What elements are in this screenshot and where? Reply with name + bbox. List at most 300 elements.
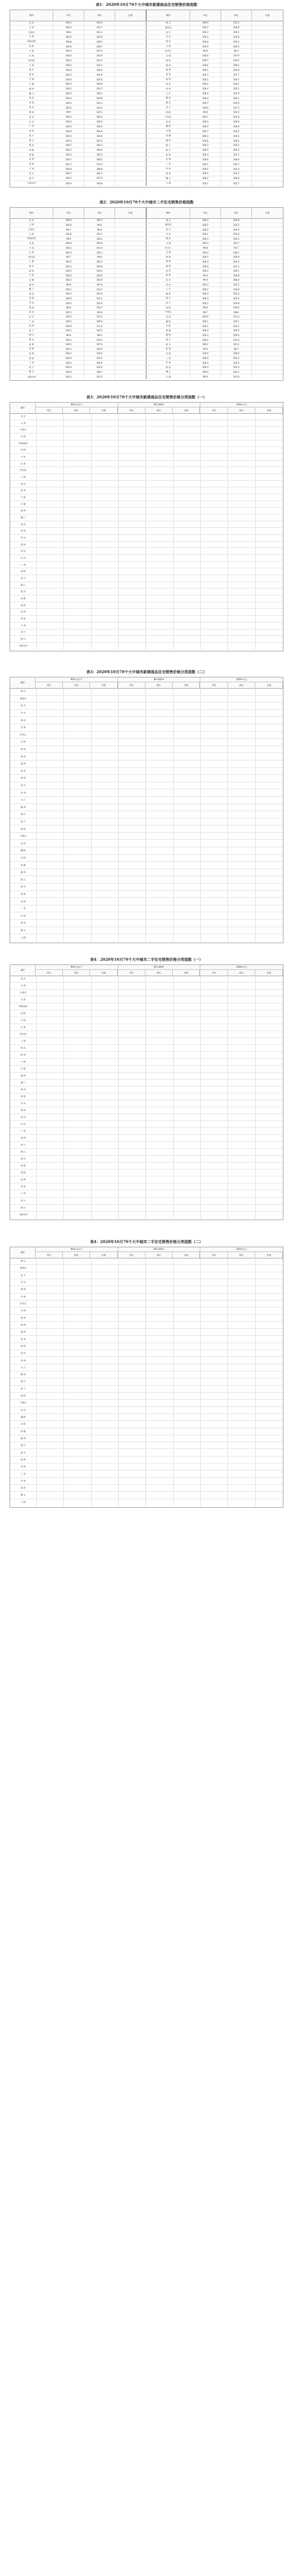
city-cell: 韶 关 — [147, 342, 190, 347]
value-cell — [146, 1364, 173, 1371]
value-cell — [146, 717, 173, 724]
value-cell — [64, 996, 91, 1003]
value-cell — [119, 1142, 146, 1148]
value-cell — [228, 582, 255, 588]
value-cell — [256, 1212, 283, 1219]
value-cell — [146, 905, 173, 912]
table-row — [10, 1343, 283, 1350]
city-cell: 大 连 — [10, 1017, 37, 1024]
value-cell — [174, 487, 201, 494]
value-cell — [119, 989, 146, 996]
value-cell — [201, 1400, 228, 1406]
table-row — [10, 1414, 283, 1421]
column-header: 环比 — [118, 682, 145, 688]
value-cell — [174, 494, 201, 501]
value-cell — [37, 912, 64, 919]
value-cell: 104.6 — [84, 129, 115, 133]
value-cell: 100.6 — [53, 54, 84, 58]
value-cell — [64, 1499, 91, 1506]
value-cell — [201, 833, 228, 840]
city-cell: 南 充 — [10, 920, 37, 927]
value-cell: 100.5 — [53, 148, 84, 152]
value-cell: 101.7 — [84, 26, 115, 30]
column-header: 同比 — [145, 682, 173, 688]
value-cell — [115, 110, 146, 115]
table-row — [10, 775, 283, 782]
value-cell — [256, 434, 283, 440]
value-cell — [37, 1485, 64, 1491]
value-cell — [201, 1272, 228, 1279]
value-cell — [119, 1435, 146, 1442]
value-cell — [201, 1442, 228, 1449]
value-cell — [37, 616, 64, 622]
value-cell — [37, 643, 64, 650]
value-cell — [119, 521, 146, 528]
value-cell — [174, 1386, 201, 1392]
value-cell — [201, 501, 228, 508]
value-cell — [119, 494, 146, 501]
table-row — [10, 1205, 283, 1212]
value-cell — [64, 753, 91, 760]
city-cell: 岳 阳 — [10, 855, 37, 862]
table-6 — [10, 1247, 283, 1508]
table-row — [10, 568, 283, 575]
value-cell: 101.2 — [84, 297, 115, 301]
value-cell — [119, 789, 146, 796]
value-cell — [256, 746, 283, 753]
value-cell — [119, 616, 146, 622]
value-cell: 104.2 — [84, 92, 115, 96]
value-cell — [256, 1258, 283, 1264]
value-cell — [201, 427, 228, 433]
value-cell — [115, 324, 146, 328]
column-header: 城市 — [10, 208, 53, 218]
table-row — [10, 927, 283, 935]
value-cell — [146, 702, 173, 709]
value-cell — [64, 454, 91, 460]
table-row — [10, 44, 283, 49]
value-cell — [64, 1142, 91, 1148]
value-cell — [92, 1003, 119, 1010]
table-row — [10, 819, 283, 826]
value-cell — [64, 1258, 91, 1264]
city-cell: 三 亚 — [10, 905, 37, 912]
column-header: 同比 — [145, 1252, 173, 1258]
value-cell — [92, 1149, 119, 1155]
value-cell — [37, 555, 64, 561]
value-cell: 100.2 — [53, 138, 84, 143]
value-cell — [92, 840, 119, 847]
value-cell — [201, 1156, 228, 1162]
value-cell: 103.8 — [221, 301, 252, 305]
city-cell: 重 庆 — [10, 338, 53, 342]
value-cell — [201, 1183, 228, 1190]
table-row — [10, 983, 283, 989]
column-group — [36, 965, 118, 976]
column-header: 城市 — [10, 10, 53, 21]
value-cell: 103.7 — [221, 241, 252, 246]
value-cell — [146, 1499, 173, 1506]
value-cell — [228, 1307, 255, 1314]
value-cell — [92, 1478, 119, 1484]
value-cell — [201, 912, 228, 919]
value-cell — [201, 1121, 228, 1127]
value-cell — [92, 1371, 119, 1378]
column-header: 定基 — [265, 14, 270, 17]
value-cell: 100.7 — [84, 306, 115, 310]
value-cell — [37, 1315, 64, 1321]
value-cell: 100.3 — [190, 134, 221, 138]
value-cell — [228, 732, 255, 739]
value-cell: 100.7 — [53, 157, 84, 161]
value-cell — [64, 528, 91, 534]
value-cell — [64, 1329, 91, 1335]
value-cell — [115, 82, 146, 86]
value-cell: 99.8 — [53, 283, 84, 287]
city-cell: 银 川 — [10, 1205, 37, 1211]
value-cell — [228, 1364, 255, 1371]
value-cell — [92, 717, 119, 724]
value-cell — [174, 1286, 201, 1293]
value-cell — [115, 129, 146, 133]
value-cell — [119, 840, 146, 847]
value-cell — [228, 602, 255, 609]
table-row — [10, 1286, 283, 1293]
value-cell — [201, 575, 228, 582]
value-cell — [115, 143, 146, 148]
value-cell: 100.0 — [190, 351, 221, 356]
value-cell — [228, 927, 255, 934]
value-cell — [92, 1463, 119, 1470]
value-cell — [252, 21, 283, 25]
value-cell — [146, 1449, 173, 1455]
city-cell: 温 州 — [147, 264, 190, 268]
value-cell — [174, 1073, 201, 1079]
city-cell: 海 口 — [10, 333, 53, 338]
value-cell — [174, 1485, 201, 1491]
table-row — [10, 1198, 283, 1205]
value-cell: 104.1 — [84, 250, 115, 255]
value-cell — [228, 1428, 255, 1435]
value-cell — [228, 643, 255, 650]
value-cell — [119, 869, 146, 876]
value-cell — [115, 96, 146, 101]
value-cell — [37, 461, 64, 467]
value-cell — [201, 1371, 228, 1378]
city-cell: 乌鲁木齐 — [10, 181, 53, 186]
city-cell: 上 海 — [10, 260, 53, 264]
value-cell — [92, 555, 119, 561]
city-cell: 大 连 — [10, 246, 53, 250]
value-cell — [146, 1038, 173, 1044]
value-cell — [115, 148, 146, 152]
value-cell — [256, 768, 283, 775]
value-cell — [201, 1357, 228, 1363]
value-cell — [201, 1457, 228, 1463]
value-cell — [92, 1156, 119, 1162]
table-row — [10, 292, 283, 297]
value-cell — [92, 1343, 119, 1350]
value-cell — [37, 1142, 64, 1148]
value-cell — [146, 562, 173, 568]
city-cell: 贵 阳 — [10, 347, 53, 351]
column-header: 环比 — [36, 407, 63, 413]
value-cell: 106.0 — [84, 320, 115, 324]
value-cell: 101.9 — [84, 301, 115, 305]
value-cell — [146, 1478, 173, 1484]
value-cell — [146, 1393, 173, 1399]
city-cell: 安 庆 — [147, 82, 190, 86]
table-row — [10, 1212, 283, 1219]
value-cell — [174, 891, 201, 898]
value-cell — [174, 521, 201, 528]
value-cell — [256, 782, 283, 789]
city-cell: 兰 州 — [10, 623, 37, 629]
city-cell: 洛 阳 — [147, 110, 190, 115]
value-cell — [119, 819, 146, 825]
table-4-title: 表3：2020年10月70个大中城市新建商品住宅销售价格分类指数（二） — [86, 669, 207, 674]
value-cell: 104.7 — [221, 77, 252, 81]
table-row — [10, 315, 283, 320]
city-cell: 哈尔滨 — [10, 59, 53, 63]
city-cell: 惠 州 — [10, 869, 37, 876]
value-cell — [201, 643, 228, 650]
city-cell: 蚌 埠 — [10, 1343, 37, 1350]
city-cell: 赣 州 — [147, 96, 190, 101]
value-cell — [92, 1294, 119, 1300]
value-cell — [228, 1190, 255, 1197]
value-cell — [92, 976, 119, 982]
value-cell — [146, 1336, 173, 1342]
table-row — [10, 602, 283, 609]
value-cell — [201, 474, 228, 480]
city-cell: 南 宁 — [10, 575, 37, 582]
value-cell — [119, 732, 146, 739]
value-cell: 100.3 — [190, 333, 221, 338]
value-cell: 100.1 — [190, 320, 221, 324]
value-cell — [92, 562, 119, 568]
value-cell — [228, 912, 255, 919]
value-cell — [201, 1038, 228, 1044]
value-cell — [201, 1093, 228, 1100]
value-cell — [37, 1038, 64, 1044]
value-cell — [174, 1371, 201, 1378]
city-cell: 牡丹江 — [10, 1301, 37, 1307]
value-cell — [37, 797, 64, 804]
value-cell: 100.6 — [53, 167, 84, 171]
value-cell — [174, 555, 201, 561]
city-cell: 锦 州 — [10, 1286, 37, 1293]
value-cell — [256, 494, 283, 501]
table-row — [10, 876, 283, 884]
value-cell — [37, 521, 64, 528]
city-cell: 金 华 — [10, 1336, 37, 1342]
table-row — [10, 434, 283, 440]
value-cell — [64, 1449, 91, 1455]
value-cell — [146, 1315, 173, 1321]
value-cell — [146, 1265, 173, 1271]
city-cell: 洛 阳 — [10, 825, 37, 832]
table-row — [10, 717, 283, 724]
value-cell — [119, 1149, 146, 1155]
value-cell — [37, 582, 64, 588]
value-cell — [64, 1286, 91, 1293]
table-row — [10, 105, 283, 110]
value-cell — [256, 595, 283, 602]
value-cell — [256, 717, 283, 724]
value-cell: 104.3 — [221, 134, 252, 138]
value-cell — [119, 847, 146, 854]
value-cell — [201, 884, 228, 890]
value-cell — [115, 260, 146, 264]
table-row — [10, 241, 283, 246]
value-cell — [64, 847, 91, 854]
value-cell — [174, 1414, 201, 1420]
value-cell — [119, 1378, 146, 1385]
city-cell: 贵 阳 — [10, 153, 53, 157]
value-cell — [146, 1457, 173, 1463]
city-cell: 太 原 — [10, 35, 53, 39]
value-cell — [119, 1364, 146, 1371]
column-header: 同比 — [228, 1252, 256, 1258]
value-cell — [201, 1142, 228, 1148]
value-cell: 100.1 — [53, 347, 84, 351]
table-row — [10, 1301, 283, 1307]
value-cell — [201, 1205, 228, 1211]
table-row — [10, 1336, 283, 1343]
value-cell — [252, 39, 283, 44]
value-cell — [146, 1407, 173, 1413]
value-cell — [146, 847, 173, 854]
value-cell — [64, 891, 91, 898]
value-cell — [252, 232, 283, 236]
value-cell — [146, 746, 173, 753]
value-cell: 100.3 — [190, 30, 221, 35]
value-cell — [64, 1163, 91, 1169]
value-cell — [64, 1442, 91, 1449]
value-cell: 105.9 — [221, 92, 252, 96]
value-cell — [92, 1265, 119, 1271]
value-cell — [256, 427, 283, 433]
value-cell — [228, 905, 255, 912]
table-row — [10, 1149, 283, 1156]
value-cell — [174, 782, 201, 789]
city-cell: 丹 东 — [147, 232, 190, 236]
value-cell — [37, 494, 64, 501]
value-cell — [119, 508, 146, 514]
value-cell: 100.4 — [53, 77, 84, 81]
city-cell: 杭 州 — [10, 269, 53, 273]
value-cell — [228, 1449, 255, 1455]
value-cell: 100.0 — [53, 232, 84, 236]
value-cell: 106.7 — [84, 370, 115, 374]
value-cell — [92, 588, 119, 595]
value-cell: 100.5 — [190, 120, 221, 124]
value-cell: 108.2 — [84, 157, 115, 161]
value-cell — [37, 1121, 64, 1127]
value-cell: 100.2 — [53, 301, 84, 305]
value-cell — [228, 447, 255, 453]
value-cell — [119, 1294, 146, 1300]
value-cell — [92, 582, 119, 588]
value-cell — [64, 702, 91, 709]
value-cell — [64, 1121, 91, 1127]
table-row — [10, 616, 283, 623]
value-cell — [256, 535, 283, 541]
value-cell — [92, 753, 119, 760]
city-cell: 青 岛 — [10, 1100, 37, 1107]
value-cell — [146, 1024, 173, 1031]
city-cell: 惠 州 — [10, 1435, 37, 1442]
table-row — [10, 1371, 283, 1378]
value-cell: 103.2 — [221, 129, 252, 133]
value-cell: 99.8 — [53, 333, 84, 338]
value-cell: 102.3 — [221, 237, 252, 241]
value-cell — [146, 1163, 173, 1169]
city-cell: 桂 林 — [147, 153, 190, 157]
table-row — [10, 68, 283, 72]
value-cell — [92, 1307, 119, 1314]
city-cell: 天 津 — [10, 420, 37, 427]
city-cell: 广 州 — [10, 125, 53, 129]
value-cell: 99.7 — [221, 347, 252, 351]
value-cell: 106.1 — [221, 30, 252, 35]
value-cell — [228, 1010, 255, 1017]
column-group — [36, 677, 118, 688]
value-cell — [92, 1212, 119, 1219]
value-cell — [201, 847, 228, 854]
value-cell — [256, 420, 283, 427]
value-cell — [174, 768, 201, 775]
value-cell — [146, 1350, 173, 1356]
table-row — [10, 134, 283, 138]
value-cell — [92, 804, 119, 811]
group-subheaders — [36, 1252, 118, 1258]
value-cell — [37, 568, 64, 575]
value-cell — [201, 420, 228, 427]
column-header: 环比 — [36, 1252, 63, 1258]
value-cell: 100.4 — [221, 278, 252, 282]
value-cell — [64, 797, 91, 804]
value-cell — [64, 1149, 91, 1155]
city-cell: 九 江 — [147, 92, 190, 96]
value-cell — [228, 869, 255, 876]
value-cell — [64, 1183, 91, 1190]
value-cell — [115, 162, 146, 166]
value-cell — [146, 811, 173, 818]
table-body — [10, 1258, 283, 1507]
value-cell — [64, 1301, 91, 1307]
value-cell — [201, 514, 228, 521]
city-cell: 长 沙 — [10, 555, 37, 561]
value-cell — [256, 514, 283, 521]
value-cell — [119, 454, 146, 460]
city-cell: 襄 阳 — [147, 320, 190, 324]
value-cell — [252, 110, 283, 115]
city-cell: 北 海 — [147, 157, 190, 161]
value-cell — [256, 1301, 283, 1307]
value-cell — [115, 77, 146, 81]
value-cell — [146, 768, 173, 775]
value-cell: 100.0 — [190, 338, 221, 342]
city-cell: 厦 门 — [10, 1080, 37, 1086]
value-cell: 100.4 — [190, 260, 221, 264]
value-cell — [228, 688, 255, 695]
value-cell — [115, 278, 146, 282]
value-cell — [92, 1315, 119, 1321]
table-row — [10, 306, 283, 310]
value-cell — [64, 724, 91, 731]
